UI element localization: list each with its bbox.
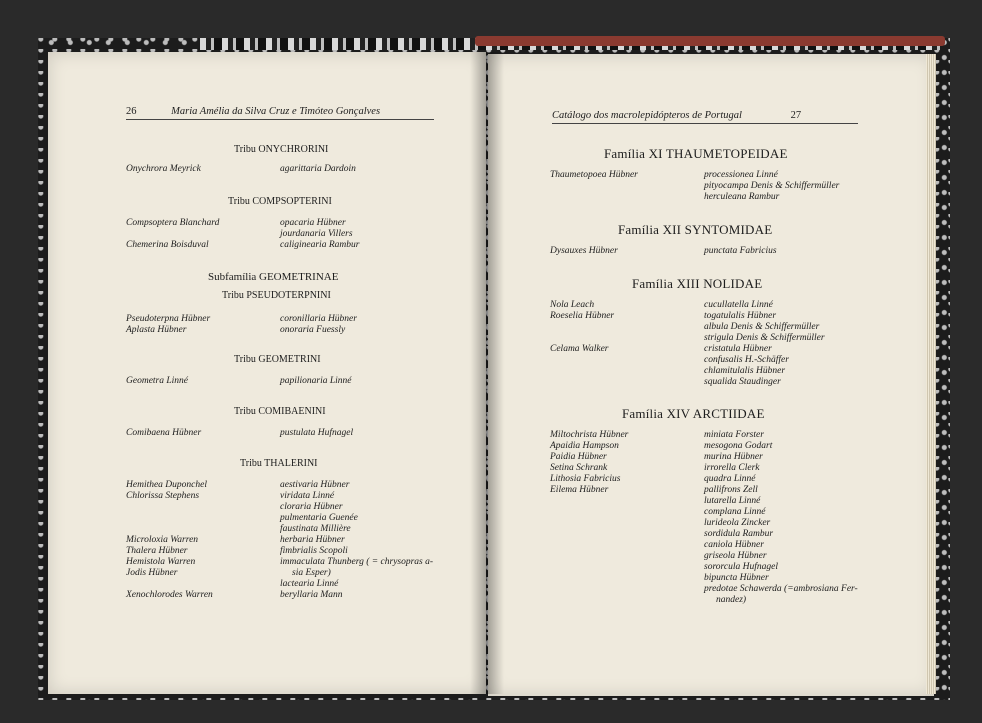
species-entry: viridata Linné [280,491,335,501]
species-entry: onoraria Fuessly [280,325,346,335]
species-entry: cloraria Hübner [280,502,343,512]
species-entry: cucullatella Linné [704,300,773,310]
genus-entry: Chlorissa Stephens [126,491,200,501]
red-spine-band [475,36,945,46]
genus-entry: Chemerina Boisduval [126,240,209,250]
genus-entry: Onychrora Meyrick [126,164,201,174]
genus-entry: Hemithea Duponchel [126,480,207,490]
species-entry: sordidula Rambur [704,529,774,539]
genus-entry: Apaidia Hampson [550,441,619,451]
species-entry: coronillaria Hübner [280,314,357,324]
species-entry: fimbrialis Scopoli [280,546,348,556]
tribu-heading: Tribu COMIBAENINI [234,406,326,417]
species-entry-continued: sia Esper) [292,568,331,578]
species-entry: togatulalis Hübner [704,311,777,321]
species-entry: mesogona Godart [704,441,773,451]
species-entry-continued: nandez) [716,595,747,605]
genus-entry: Microloxia Warren [126,535,199,545]
right-page-number: 27 [790,110,802,121]
species-entry: strigula Denis & Schiffermüller [704,333,825,343]
genus-entry: Celama Walker [550,344,609,354]
tribu-heading: Tribu PSEUDOTERPNINI [222,290,331,301]
left-page-number: 26 [126,106,137,117]
species-entry: caniola Hübner [704,540,764,550]
species-entry: chlamitulalis Hübner [704,366,786,376]
species-entry: pallifrons Zell [704,485,758,495]
tribu-heading: Tribu ONYCHRORINI [234,144,329,155]
genus-entry: Dysauxes Hübner [550,246,618,256]
species-entry: processionea Linné [704,170,778,180]
species-entry: sororcula Hufnagel [704,562,778,572]
species-entry: beryllaria Mann [280,590,343,600]
species-entry: confusalis H.-Schäffer [704,355,789,365]
left-page [48,52,486,694]
tribu-heading: Tribu GEOMETRINI [234,354,321,365]
family-heading: Família XI THAUMETOPEIDAE [604,146,788,161]
genus-entry: Nola Leach [550,300,595,310]
genus-entry: Setina Schrank [550,463,608,473]
subfamily-heading: Subfamília GEOMETRINAE [208,271,339,283]
species-entry: agarittaria Dardoin [280,164,356,174]
genus-entry: Jodis Hübner [126,568,178,578]
family-heading: Família XII SYNTOMIDAE [618,222,773,237]
species-entry: lurideola Zincker [704,518,771,528]
species-entry: bipuncta Hübner [704,573,769,583]
tribu-heading: Tribu COMPSOPTERINI [228,196,332,207]
right-running-head: Catálogo dos macrolepidópteros de Portugal [552,110,742,121]
genus-entry: Compsoptera Blanchard [126,218,220,228]
genus-entry: Thaumetopoea Hübner [550,170,638,180]
left-page-header [126,106,434,120]
genus-entry: Aplasta Hübner [126,325,187,335]
species-entry: immaculata Thunberg ( = chrysopras a- [280,557,434,567]
species-entry: faustinata Millière [280,524,351,534]
genus-entry: Eilema Hübner [550,485,609,495]
species-entry: lactearia Linné [280,579,339,589]
genus-entry: Xenochlorodes Warren [126,590,213,600]
species-entry: murina Hübner [704,452,763,462]
species-entry: cristatula Hübner [704,344,772,354]
species-entry: pulmentaria Guenée [280,513,358,523]
species-entry: squalida Staudinger [704,377,781,387]
page-edges [926,54,936,694]
family-heading: Família XIII NOLIDAE [632,276,763,291]
right-page-header [552,110,858,124]
species-entry: herbaria Hübner [280,535,345,545]
species-entry: irrorella Clerk [704,463,760,473]
species-entry: aestivaria Hübner [280,480,350,490]
genus-entry: Pseudoterpna Hübner [126,314,211,324]
right-page [488,54,934,696]
species-entry: lutarella Linné [704,496,761,506]
species-entry: complana Linné [704,507,766,517]
genus-entry: Miltochrista Hübner [550,430,629,440]
genus-entry: Paidia Hübner [550,452,607,462]
genus-entry: Geometra Linné [126,376,189,386]
tribu-heading: Tribu THALERINI [240,458,318,469]
species-entry: opacaria Hübner [280,218,346,228]
left-running-head: Maria Amélia da Silva Cruz e Timóteo Gonçalves [171,106,381,117]
family-heading: Família XIV ARCTIIDAE [622,406,765,421]
species-entry: jourdanaria Villers [280,229,353,239]
species-entry: papilionaria Linné [280,376,352,386]
genus-entry: Roeselia Hübner [550,311,615,321]
species-entry: quadra Linné [704,474,756,484]
species-entry: pustulata Hufnagel [280,428,354,438]
species-entry: pityocampa Denis & Schiffermüller [704,181,840,191]
genus-entry: Thalera Hübner [126,546,188,556]
species-entry: punctata Fabricius [704,246,777,256]
species-entry: albula Denis & Schiffermüller [704,322,820,332]
species-entry: miniata Forster [704,430,764,440]
genus-entry: Lithosia Fabricius [550,474,621,484]
species-entry: predotae Schawerda (=ambrosiana Fer- [704,584,858,594]
species-entry: herculeana Rambur [704,192,780,202]
species-entry: griseola Hübner [704,551,767,561]
genus-entry: Comibaena Hübner [126,428,202,438]
species-entry: caliginearia Rambur [280,240,360,250]
genus-entry: Hemistola Warren [126,557,196,567]
